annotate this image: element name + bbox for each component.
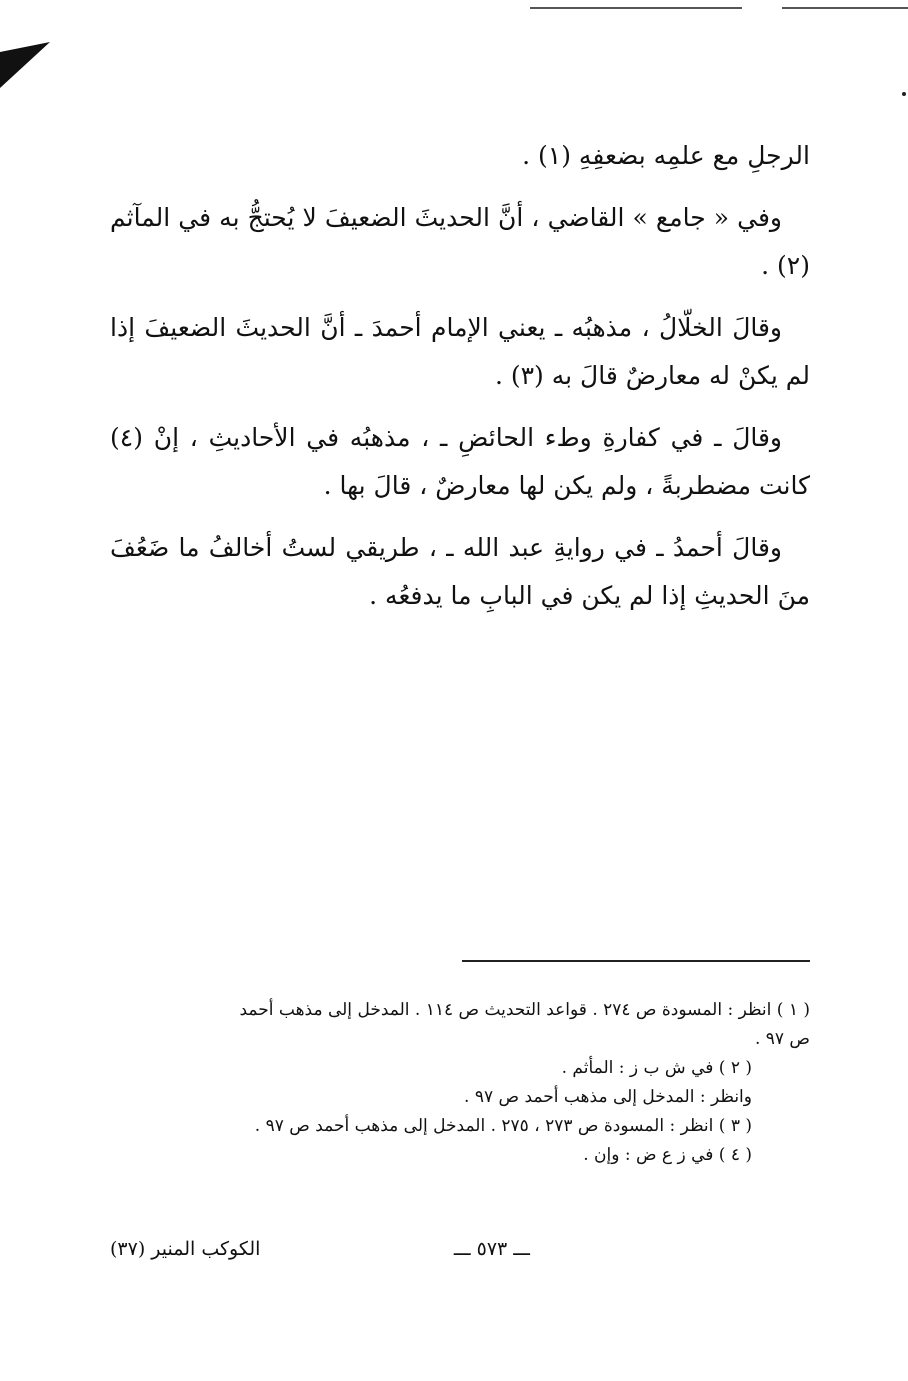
footnote-separator (462, 960, 810, 962)
paragraph-1: الرجلِ مع علمِه بضعفِهِ (١) . (522, 141, 810, 170)
paragraph-4: وقالَ ـ في كفارةِ وطء الحائضِ ـ ، مذهبُه في الأحاديثِ ، إنْ (٤) كانت مضطربةً ، ولم يكن لها معارضٌ ، قالَ بها . (110, 423, 810, 500)
paragraph-3: وقالَ الخلّالُ ، مذهبُه ـ يعني الإمام أحمدَ ـ أنَّ الحديثَ الضعيفَ إذا لم يكنْ له معارضٌ قالَ به (٣) . (110, 313, 810, 390)
paragraph-2: وفي « جامع » القاضي ، أنَّ الحديثَ الضعيفَ لا يُحتجُّ به في المآثم (٢) . (110, 203, 810, 280)
margin-dot (902, 92, 906, 96)
footnote-1: ( ١ ) انظر : المسودة ص ٢٧٤ . قواعد التحديث ص ١١٤ . المدخل إلى مذهب أحمد (239, 1000, 810, 1020)
footnote-4: ( ٤ ) في ز ع ض : وإن . (583, 1145, 752, 1165)
top-rule-right (782, 7, 908, 9)
paragraph-5: وقالَ أحمدُ ـ في روايةِ عبد الله ـ ، طريقي لستُ أخالفُ ما ضَعُفَ منَ الحديثِ إذا لم يكن في البابِ ما يدفعُه . (110, 533, 810, 610)
footnote-1-continued: ص ٩٧ . (754, 1029, 810, 1049)
page-number: ـــ ٥٧٣ ـــ (453, 1238, 530, 1260)
main-text (110, 132, 810, 634)
footnote-2: ( ٢ ) في ش ب ز : المأثم . (561, 1058, 752, 1078)
book-title: الكوكب المنير (٣٧) (110, 1238, 261, 1260)
footnote-2-continued: وانظر : المدخل إلى مذهب أحمد ص ٩٧ . (464, 1087, 752, 1107)
top-rule-left (530, 7, 742, 9)
corner-mark-icon (0, 42, 52, 90)
footnote-3: ( ٣ ) انظر : المسودة ص ٢٧٣ ، ٢٧٥ . المدخل إلى مذهب أحمد ص ٩٧ . (254, 1116, 752, 1136)
page-footer (110, 1238, 810, 1272)
footnotes (110, 996, 810, 1170)
